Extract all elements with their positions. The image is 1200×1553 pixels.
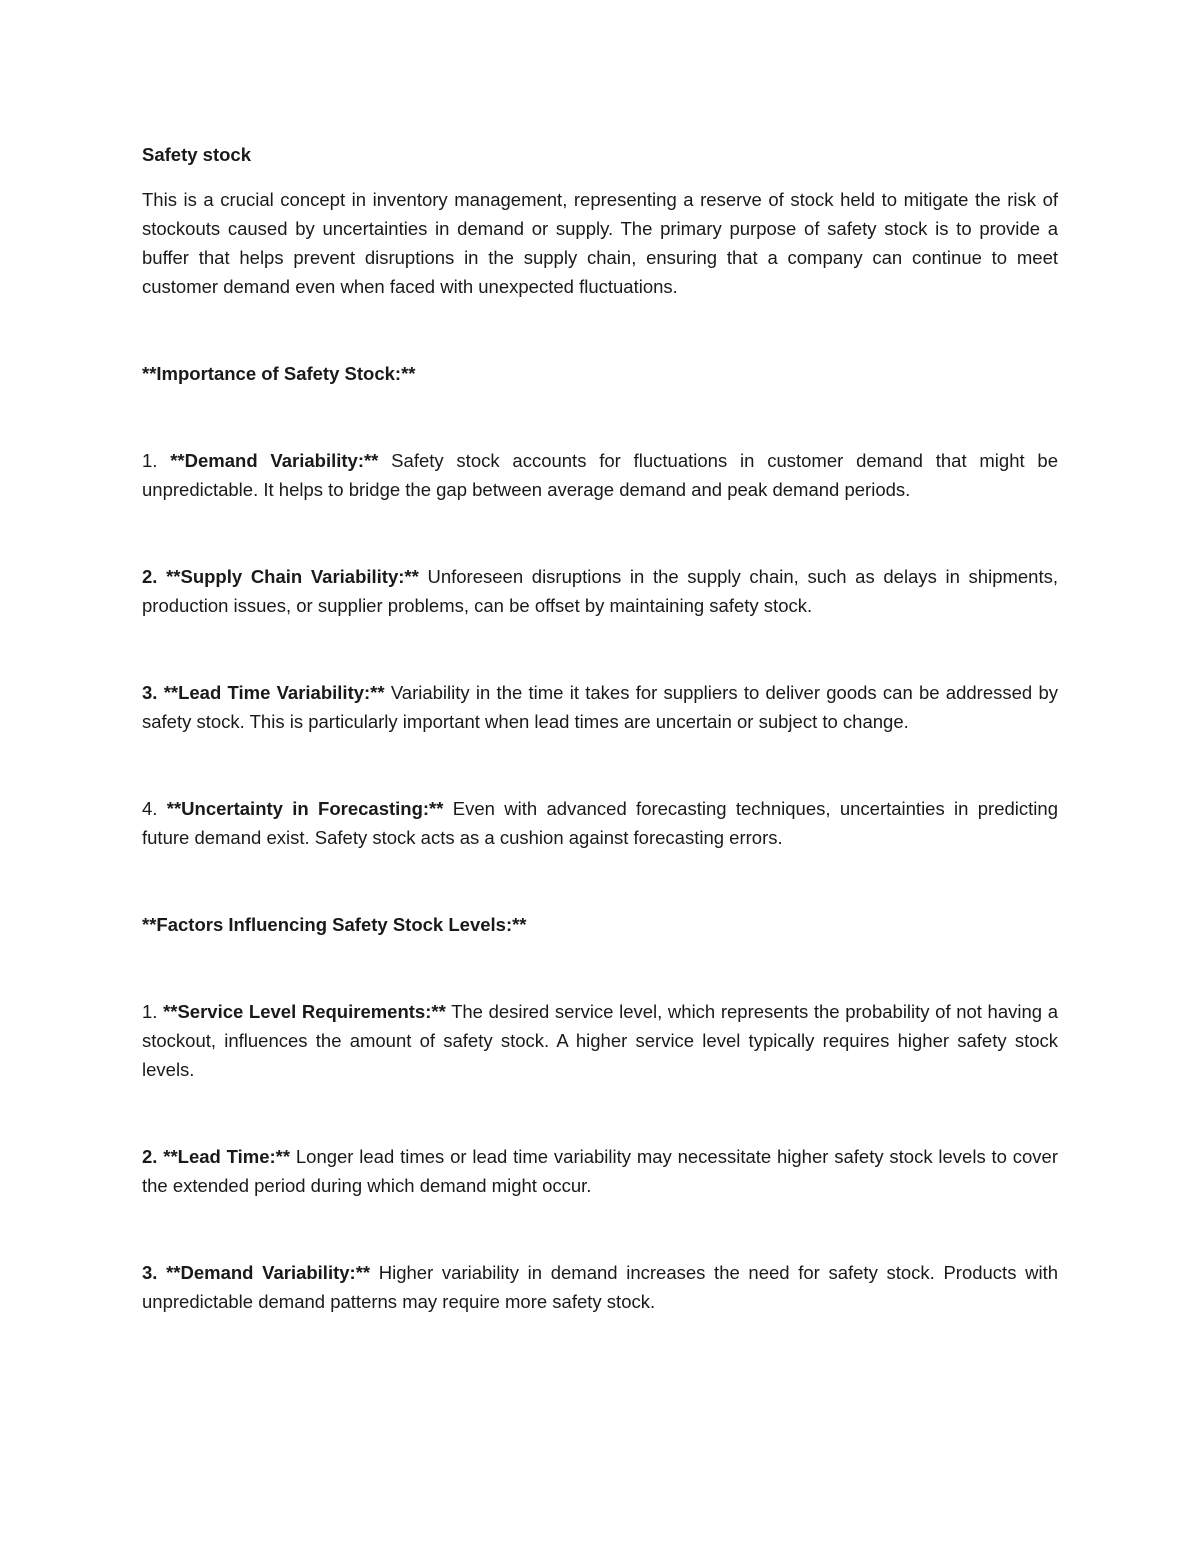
factors-item	[142, 997, 1058, 1084]
factors-item	[142, 1258, 1058, 1316]
factors-item	[142, 1142, 1058, 1200]
item-label: **Supply Chain Variability:**	[166, 566, 419, 587]
importance-item	[142, 446, 1058, 504]
item-label: **Uncertainty in Forecasting:**	[166, 798, 444, 819]
item-text: Safety stock accounts for fluctuations in customer demand that might be unpredictable. It helps to bridge the gap between average demand and peak demand periods.	[142, 450, 1058, 500]
item-text: Unforeseen disruptions in the supply chain, such as delays in shipments, production issues, or supplier problems, can be offset by maintaining safety stock.	[142, 566, 1059, 616]
factors-heading: **Factors Influencing Safety Stock Levels:**	[142, 914, 527, 935]
item-label: **Lead Time Variability:**	[163, 682, 385, 703]
item-text: Higher variability in demand increases the need for safety stock. Products with unpredictable demand patterns may require more safety stock.	[142, 1262, 1058, 1312]
item-number: 3.	[142, 682, 164, 703]
item-text: The desired service level, which represents the probability of not having a stockout, influences the amount of safety stock. A higher service level typically requires higher safety stock levels.	[142, 1001, 1058, 1080]
item-text: Longer lead times or lead time variability may necessitate higher safety stock levels to cover the extended period during which demand might occur.	[142, 1146, 1058, 1196]
item-label: **Service Level Requirements:**	[163, 1001, 446, 1022]
intro-paragraph: This is a crucial concept in inventory management, representing a reserve of stock held to mitigate the risk of stockouts caused by uncertainties in demand or supply. The primary purpose of safety stock is to provide a buffer that helps prevent disruptions in the supply chain, ensuring that a company can continue to meet customer demand even when faced with unexpected fluctuations.	[142, 189, 1058, 297]
item-number: 1.	[142, 1001, 164, 1022]
item-number: 2.	[142, 566, 167, 587]
item-number: 3.	[142, 1262, 167, 1283]
importance-item	[142, 794, 1058, 852]
item-text: Even with advanced forecasting techniques, uncertainties in predicting future demand exist. Safety stock acts as a cushion against forecasting errors.	[142, 798, 1058, 848]
item-label: **Demand Variability:**	[170, 450, 379, 471]
document-page	[142, 140, 1058, 1316]
importance-heading: **Importance of Safety Stock:**	[142, 363, 416, 384]
item-label: **Lead Time:**	[163, 1146, 291, 1167]
item-number: 1.	[142, 450, 171, 471]
item-number: 4.	[142, 798, 167, 819]
item-text: Variability in the time it takes for suppliers to deliver goods can be addressed by safety stock. This is particularly important when lead times are uncertain or subject to change.	[142, 682, 1058, 732]
item-number: 2.	[142, 1146, 164, 1167]
document-title: Safety stock	[142, 144, 251, 165]
importance-item	[142, 562, 1058, 620]
item-label: **Demand Variability:**	[166, 1262, 371, 1283]
importance-item	[142, 678, 1058, 736]
